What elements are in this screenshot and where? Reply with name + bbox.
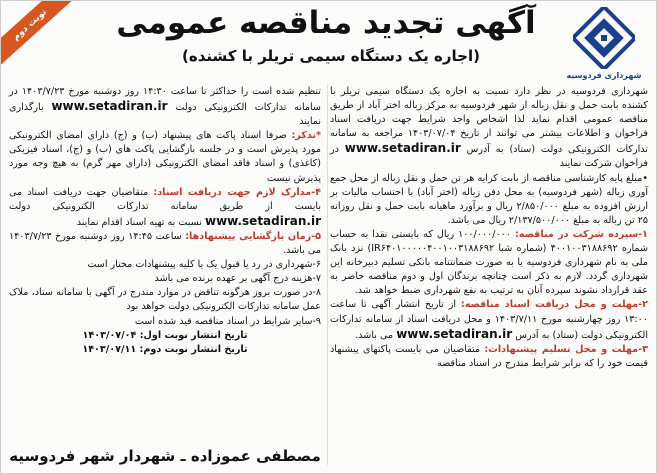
- section-3-heading: ۳-مهلت و محل تسلیم پیشنهادات:: [484, 343, 648, 355]
- ribbon-label: نوبت دوم: [1, 1, 78, 69]
- column-divider: [327, 85, 328, 465]
- intro-paragraph: [330, 85, 648, 172]
- section-3: [330, 343, 648, 371]
- section-4-url-link[interactable]: www.setadiran.ir: [204, 213, 321, 228]
- section-5-heading: ۵-زمان بازگشایی پیشنهادها:: [185, 230, 321, 242]
- section-2-body: از تاریخ انتشار آگهی تا ساعت ۱۳:۰۰ روز چهارشنبه مورخ ۱۴۰۳/۷/۱۱ و محل دریافت اسناد از سامانه تدارکات الکترونیکی دولت (ستاد) به آدرس: [330, 299, 648, 341]
- note-paragraph: [9, 129, 321, 185]
- right-column: [330, 85, 648, 371]
- section-2: [330, 298, 648, 342]
- section-2-end: می باشد.: [355, 329, 394, 341]
- section-7: ۷-هزینه درج آگهی بر عهده برنده می باشد: [154, 273, 321, 285]
- section-8: ۸-در صورت بروز هرگونه تناقض در موارد مندرج در آگهی با سامانه ستاد، ملاک عمل سامانه تدارکات الکترونیکی دولت خواهد بود: [9, 287, 321, 313]
- section-9: ۹-سایر شرایط در اسناد مناقصه قید شده است: [134, 315, 321, 327]
- section-1-heading: ۱-سپرده شرکت در مناقصه:: [514, 228, 648, 240]
- section-1: [330, 228, 648, 298]
- intro-url-link[interactable]: www.setadiran.ir: [344, 141, 461, 156]
- intro-text: شهرداری فردوسیه در نظر دارد نسبت به اجاره یک دستگاه سیمی تریلر با کشنده بابت حمل و نقل زباله از شهر فردوسیه به مرکز زباله اختر آباد از طریق مناقصه عمومی اقدام نماید لذا اشخاص واجد شرایط جهت دریافت اسناد فراخوان و اطلاعات بیشتر می توانند از تاریخ ۱۴۰۳/۰۷/۰۴ مراجعه به سامانه تدارکات الکترونیکی دولت (ستاد) به آدرس: [330, 86, 648, 156]
- mayor-signature: مصطفی عموزاده ـ شهردار شهر فردوسیه: [9, 447, 321, 465]
- page-subtitle: (اجاره یک دستگاه سیمی تریلر با کشنده): [182, 47, 480, 65]
- submission-url-link[interactable]: www.setadiran.ir: [51, 99, 168, 114]
- section-3-body: متقاضیان می بایست پاکتهای پیشنهاد قیمت خود را که برابر شرایط مندرج در اسناد مناقصه: [330, 343, 648, 369]
- section-2-url-link[interactable]: www.setadiran.ir: [396, 326, 513, 341]
- section-4-end: نسبت به تهیه اسناد اقدام نمایند: [76, 216, 202, 228]
- municipality-logo: [558, 7, 650, 87]
- section-4: [9, 186, 321, 230]
- section-6: ۶-شهرداری در رد یا قبول یک یا کلیه پیشنهادات مختار است: [87, 259, 321, 271]
- publish-date-1: تاریخ انتشار نوبت اول: ۱۴۰۳/۰۷/۰۴: [82, 329, 248, 341]
- left-column: [9, 85, 321, 357]
- logo-caption: شهرداری فردوسیه: [566, 71, 642, 80]
- submission-end: بارگذاری نمایند: [9, 102, 321, 128]
- section-1-body: ۱۰۰/۰۰۰/۰۰۰ ریال که بایستی نقدا به حساب شماره ۴۰۰۱۰۰۳۱۸۸۶۹۲ (شماره شبا IR۶۴۰۱۰۰۰۰۰۴۰۰۱۰۰۳۱۸۸۶۹۲) نزد بانک ملی به نام شهرداری فردوسیه یا به صورت ضمانتنامه بانکی تسلیم دبیرخانه این شهرداری گردد. لازم به ذکر است چنانچه برندگان اول و دوم مناقصه حاضر به عقد قرارداد نشوند سپرده آنان به ترتیب به نفع شهرداری ضبط خواهد شد.: [330, 228, 649, 297]
- note-body: صرفا اسناد پاکت های پیشنهاد (ب) و (ج) دارای امضای الکترونیکی مورد پذیرش است و در جلسه بازگشایی پاکت های (ب) و (ج)، اسناد فیزیکی (کاغذی) و اسناد فاقد امضای الکترونیکی (دارای مهر گرم) به هیچ وجه مورد پذیرش نیست: [9, 130, 321, 184]
- section-4-body: متقاضیان جهت دریافت اسناد می بایست از طریق سامانه تدارکات الکترونیکی دولت: [9, 186, 321, 212]
- base-price-bullet: •مبلغ پایه کارشناسی مناقصه از بابت کرایه هر تن حمل و نقل زباله از محل جمع آوری زباله (شهر فردوسیه) به محل دفن زباله (اختر آباد) با احتساب مالیات بر ارزش افزوده به مبلغ ۲/۸۵۰/۰۰۰ ریال و برآورد ماهیانه بابت حمل و نقل روزانه ۲۵ تن زباله به مبلغ ۲/۱۳۷/۵۰۰/۰۰۰ ریال می باشد.: [330, 172, 649, 226]
- publish-date-2: تاریخ انتشار نوبت دوم: ۱۴۰۳/۰۷/۱۱: [82, 343, 248, 355]
- note-heading: *تذکر:: [291, 130, 321, 142]
- submission-text: تنظیم شده است را حداکثر تا ساعت ۱۴:۳۰ روز دوشنبه مورخ ۱۴۰۳/۷/۲۳ در سامانه تدارکات الکترونیکی دولت: [9, 86, 321, 114]
- section-2-heading: ۲-مهلت و محل دریافت اسناد مناقصه:: [460, 299, 648, 311]
- corner-ribbon: [1, 1, 81, 81]
- section-4-heading: ۴-مدارک لازم جهت دریافت اسناد:: [153, 186, 321, 198]
- page-title: آگهی تجدید مناقصه عمومی: [116, 5, 536, 41]
- section-5: [9, 230, 321, 258]
- logo-emblem-icon: [573, 7, 635, 69]
- section-5-body: ساعت ۱۴:۴۵ روز دوشنبه مورخ ۱۴۰۳/۷/۲۳ می باشد.: [9, 230, 321, 257]
- intro-end-text: در فراخوان شرکت نمایند: [330, 144, 648, 170]
- submission-paragraph: [9, 85, 321, 129]
